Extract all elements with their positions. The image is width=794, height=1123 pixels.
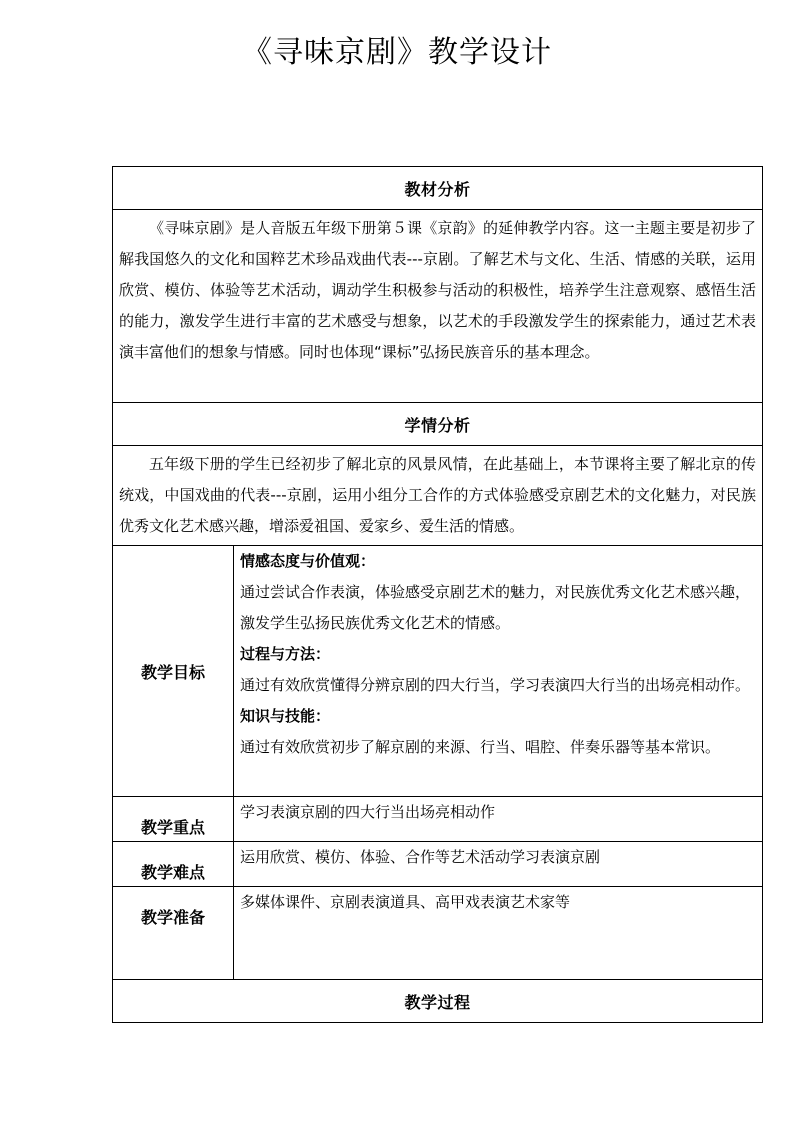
document-title: 《寻味京剧》教学设计: [242, 35, 552, 70]
material-analysis-body-row: [113, 210, 763, 403]
material-analysis-text: 《寻味京剧》是人音版五年级下册第５课《京韵》的延伸教学内容。这一主题主要是初步了解我国悠久的文化和国粹艺术珍品戏曲代表---京剧。了解艺术与文化、生活、情感的关联，运用欣赏、模仿、体验等艺术活动，调动学生积极参与活动的积极性，培养学生注意观察、感悟生活的能力，激发学生进行丰富的艺术感受与想象，以艺术的手段激发学生的探索能力，通过艺术表演丰富他们的想象与情感。同时也体现“课标”弘扬民族音乐的基本理念。: [113, 210, 763, 403]
preparation-text: 多媒体课件、京剧表演道具、高甲戏表演艺术家等: [234, 887, 763, 980]
objective-text-3: 通过有效欣赏初步了解京剧的来源、行当、唱腔、伴奏乐器等基本常识。: [240, 738, 721, 756]
preparation-label: 教学准备: [113, 887, 234, 980]
student-analysis-heading-row: [113, 403, 763, 446]
objective-text-1: 通过尝试合作表演，体验感受京剧艺术的魅力，对民族优秀文化艺术感兴趣，激发学生弘扬民族优秀文化艺术的情感。: [240, 583, 751, 632]
objective-text-2: 通过有效欣赏懂得分辨京剧的四大行当，学习表演四大行当的出场亮相动作。: [240, 676, 751, 694]
process-heading-row: [113, 980, 763, 1023]
objective-title-2: 过程与方法：: [240, 645, 331, 663]
student-analysis-text: 五年级下册的学生已经初步了解北京的风景风情，在此基础上，本节课将主要了解北京的传统戏，中国戏曲的代表---京剧，运用小组分工合作的方式体验感受京剧艺术的文化魅力，对民族优秀文化艺术感兴趣，增添爱祖国、爱家乡、爱生活的情感。: [113, 446, 763, 546]
objectives-content: [234, 546, 763, 797]
process-heading: 教学过程: [113, 980, 763, 1023]
key-point-text: 学习表演京剧的四大行当出场亮相动作: [234, 797, 763, 842]
objectives-label: 教学目标: [113, 546, 234, 797]
objective-title-1: 情感态度与价值观：: [240, 552, 376, 570]
student-analysis-heading: 学情分析: [113, 403, 763, 446]
lesson-plan-table: [112, 166, 763, 1023]
difficulty-text: 运用欣赏、模仿、体验、合作等艺术活动学习表演京剧: [234, 842, 763, 887]
preparation-row: [113, 887, 763, 980]
objective-title-3: 知识与技能：: [240, 707, 331, 725]
difficulty-row: [113, 842, 763, 887]
student-analysis-body-row: [113, 446, 763, 546]
material-analysis-heading-row: [113, 167, 763, 210]
objectives-row: [113, 546, 763, 797]
material-analysis-heading: 教材分析: [113, 167, 763, 210]
key-point-label: 教学重点: [113, 797, 234, 842]
key-point-row: [113, 797, 763, 842]
difficulty-label: 教学难点: [113, 842, 234, 887]
